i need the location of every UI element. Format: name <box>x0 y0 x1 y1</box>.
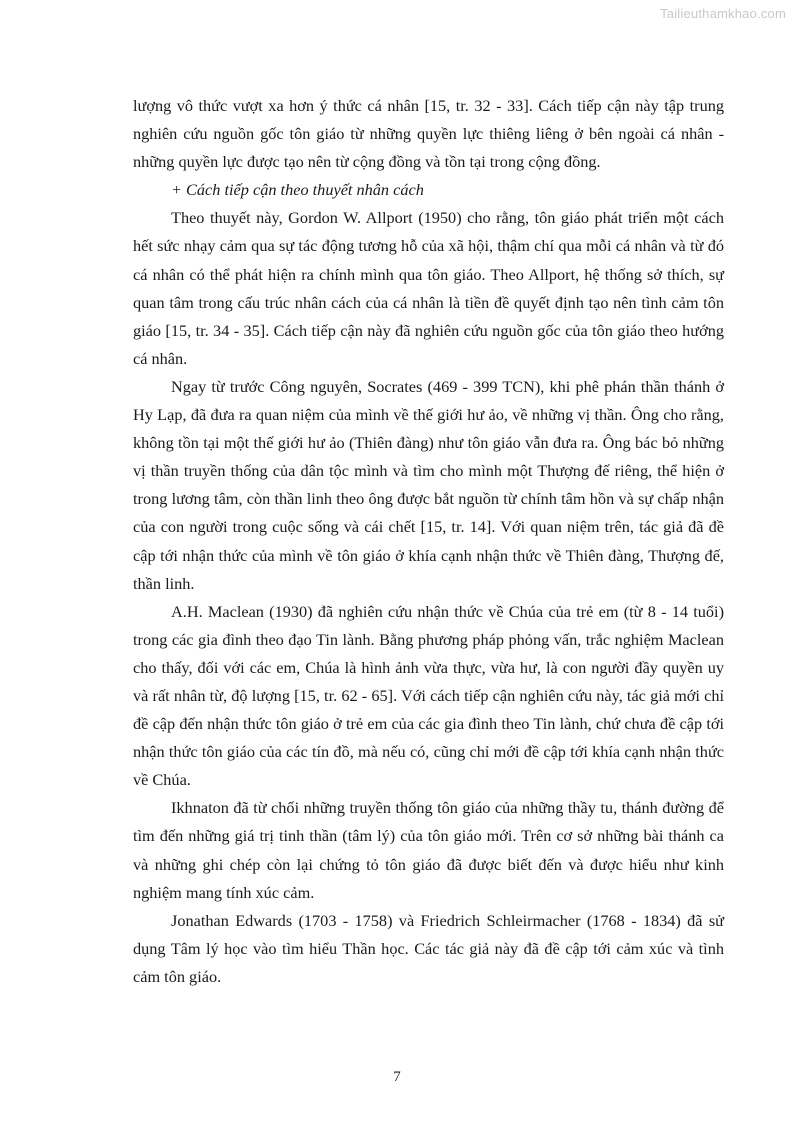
section-heading-personality-theory: + Cách tiếp cận theo thuyết nhân cách <box>171 180 424 200</box>
paragraph-edwards-schleirmacher: Jonathan Edwards (1703 - 1758) và Friedrich Schleirmacher (1768 - 1834) đã sử dụng Tâm lý học vào tìm hiểu Thần học. Các tác giả này đã đề cập tới cảm xúc và tình cảm tôn giáo. <box>133 910 724 986</box>
watermark: Tailieuthamkhao.com <box>660 6 786 21</box>
paragraph-ikhnaton: Ikhnaton đã từ chối những truyền thống tôn giáo của những thầy tu, thánh đường để tìm đến những giá trị tinh thần (tâm lý) của tôn giáo mới. Trên cơ sở những bài thánh ca và những ghi chép còn lại chứng tỏ tôn giáo đã được biết đến và được hiểu như kinh nghiệm mang tính xúc cảm. <box>133 798 724 902</box>
paragraph-socrates: Ngay từ trước Công nguyên, Socrates (469 - 399 TCN), khi phê phán thần thánh ở Hy Lạp, đã đưa ra quan niệm của mình về thế giới hư ảo, về những vị thần. Ông cho rằng, không tồn tại một thế giới hư ảo (Thiên đàng) như tôn giáo vẫn đưa ra. Ông bác bỏ những vị thần truyền thống của dân tộc mình và tìm cho mình một Thượng đế riêng, thể hiện ở trong lương tâm, còn thần linh theo ông được bắt nguồn từ chính tâm hồn và sự chấp nhận của con người trong cuộc sống và cái chết [15, tr. 14]. Với quan niệm trên, tác giả đã đề cập tới nhận thức của mình về tôn giáo ở khía cạnh nhận thức về Thiên đàng, Thượng đế, thần linh. <box>133 376 724 593</box>
paragraph-maclean: A.H. Maclean (1930) đã nghiên cứu nhận thức về Chúa của trẻ em (từ 8 - 14 tuổi) trong các gia đình theo đạo Tin lành. Bằng phương pháp phỏng vấn, trắc nghiệm Maclean cho thấy, đối với các em, Chúa là hình ảnh vừa thực, vừa hư, là con người đầy quyền uy và rất nhân từ, độ lượng [15, tr. 62 - 65]. Với cách tiếp cận nghiên cứu này, tác giả mới chỉ đề cập đến nhận thức tôn giáo ở trẻ em của các gia đình theo Tin lành, chứ chưa đề cập tới nhận thức tôn giáo của các tín đồ, mà nếu có, cũng chỉ mới đề cập tới khía cạnh nhận thức về Chúa. <box>133 601 724 790</box>
document-body <box>133 92 724 991</box>
paragraph-allport: Theo thuyết này, Gordon W. Allport (1950) cho rằng, tôn giáo phát triển một cách hết sức nhạy cảm qua sự tác động tương hỗ của xã hội, thậm chí qua mỗi cá nhân và từ đó cá nhân có thể phát hiện ra chính mình qua tôn giáo. Theo Allport, hệ thống sở thích, sự quan tâm trong cấu trúc nhân cách của cá nhân là tiền đề quyết định tạo nên tình cảm tôn giáo [15, tr. 34 - 35]. Cách tiếp cận này đã nghiên cứu nguồn gốc của tôn giáo theo hướng cá nhân. <box>133 208 724 368</box>
page-number: 7 <box>393 1069 401 1085</box>
paragraph-continuation: lượng vô thức vượt xa hơn ý thức cá nhân [15, tr. 32 - 33]. Cách tiếp cận này tập trung nghiên cứu nguồn gốc tôn giáo từ những quyền lực thiêng liêng ở bên ngoài cá nhân - những quyền lực được tạo nên từ cộng đồng và tồn tại trong cộng đồng. <box>133 96 724 172</box>
